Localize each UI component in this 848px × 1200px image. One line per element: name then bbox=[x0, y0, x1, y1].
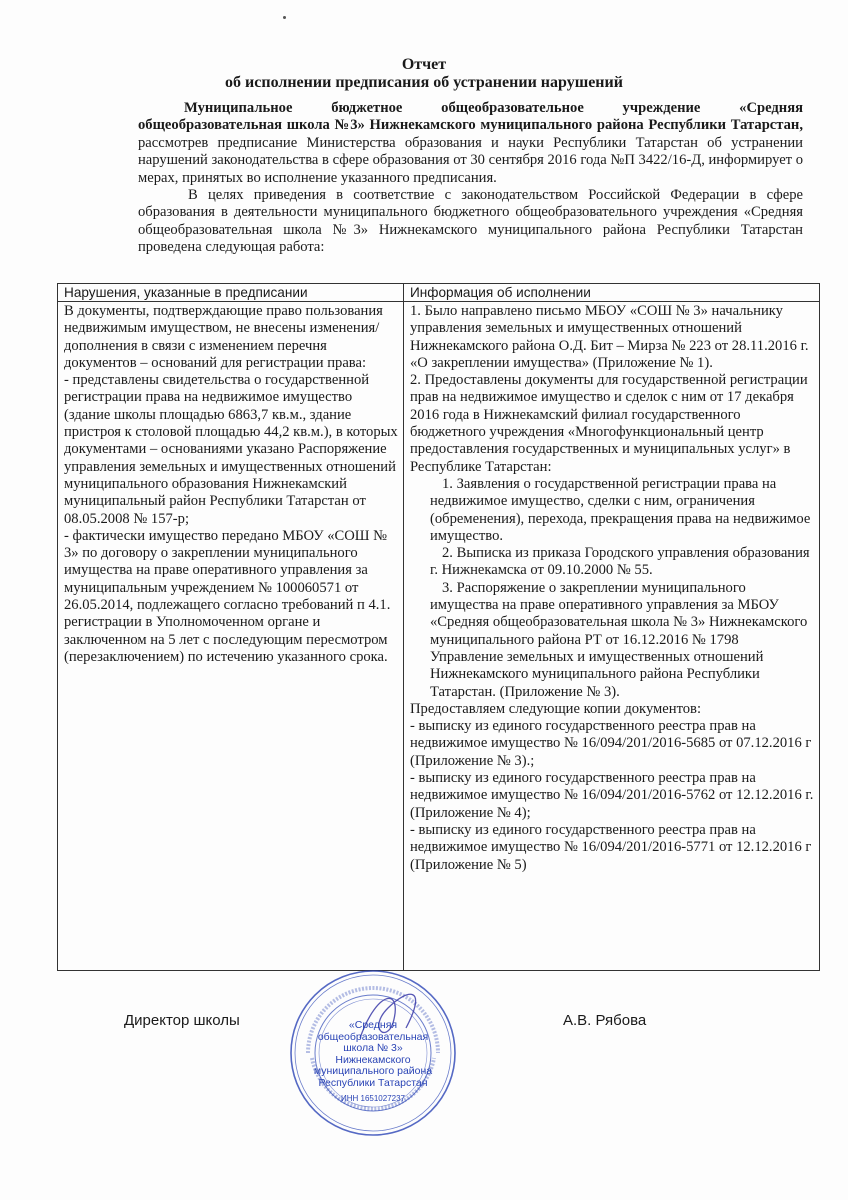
execution-item: 2. Предоставлены документы для государственной регистрации прав на недвижимое имущество и сделок с ним от 17 декабря 2016 года в Нижнекамский филиал государственного бюджетного учреждения «Многофункциональный центр предоставления государственных и муниципальных услуг» в Республике Татарстан: bbox=[410, 372, 808, 475]
execution-item: 1. Было направлено письмо МБОУ «СОШ № 3» начальнику управления земельных и имущественных отношений Нижнекамского района О.Д. Бит – Мирза № 223 от 28.11.2016 г. «О закреплении имущества» (Приложение № 1). bbox=[410, 303, 809, 371]
copy-item: - выписку из единого государственного реестра прав на недвижимое имущество № 16/094/201/2016-5685 от 07.12.2016 г (Приложение № 3).; bbox=[410, 718, 812, 769]
execution-subitem: 3. Распоряжение о закреплении муниципального имущества на праве оперативного управления за МБОУ «Средняя общеобразовательная школа № 3» Нижнекамского муниципального района РТ от 16.12.2016 № 1798 Управление земельных и имущественных отношений Нижнекамского муниципального района Республики Татарстан. (Приложение № 3). bbox=[430, 579, 808, 700]
violation-text: - фактически имущество передано МБОУ «СОШ № 3» по договору о закреплении муниципального имущества на праве оперативного управления за муниципальным учреждением № 100060571 от 26.05.2014, подлежащего согласно требований п 4.1. регистрации в Уполномоченном органе и заключенном на 5 лет с последующим пересмотром (перезаключением) по истечению указанного срока. bbox=[64, 527, 391, 665]
copy-item: - выписку из единого государственного реестра прав на недвижимое имущество № 16/094/201/2016-5762 от 12.12.2016 г.(Приложение № 4); bbox=[410, 770, 814, 821]
copies-intro: Предоставляем следующие копии документов: bbox=[410, 700, 701, 717]
execution-subitem: 1. Заявления о государственной регистрации права на недвижимое имущество, сделки с ним, ограничения (обременения), перехода, прекращения права на недвижимое имущество. bbox=[430, 475, 811, 544]
signer-name: А.В. Рябова bbox=[563, 1012, 647, 1029]
intro-paragraph-1-text: рассмотрев предписание Министерства образования и науки Республики Татарстан об устранении нарушений законодательства в сфере образования от 30 сентября 2016 года №П 3422/16-Д, информирует о мерах, принятых во исполнение указанного предписания. bbox=[138, 134, 803, 186]
intro-paragraph-2: В целях приведения в соответствие с законодательством Российской Федерации в сфере образования в деятельности муниципального бюджетного общеобразовательного учреждения «Средняя общеобразовательная школа №3» Нижнекамского муниципального района Республики Татарстан проведена следующая работа: bbox=[138, 187, 803, 256]
report-table bbox=[57, 283, 820, 971]
violation-text: - представлены свидетельства о государственной регистрации права на недвижимое имущество (здание школы площадью 6863,7 кв.м., здание пристроя к столовой площадью 44,2 кв.м.), в которых документами – основаниями указано Распоряжение управления земельных и имущественных отношений муниципального образования Нижнекамский муниципальный район Республики Татарстан от 08.05.2008 № 157-р; bbox=[64, 372, 398, 527]
official-seal bbox=[288, 968, 458, 1138]
col-header-execution: Информация об исполнении bbox=[404, 284, 820, 302]
execution-subitem: 2. Выписка из приказа Городского управления образования г. Нижнекамска от 09.10.2000 № 55. bbox=[430, 545, 810, 579]
violation-text: В документы, подтверждающие право пользования недвижимым имуществом, не внесены изменения/дополнения в связи с изменением перечня документов – оснований для регистрации права: bbox=[64, 303, 383, 371]
col-header-violations: Нарушения, указанные в предписании bbox=[58, 284, 404, 302]
seal-center-text: «Средняя общеобразовательная школа № 3» Нижнекамского муниципального района Республики Татарстан bbox=[313, 1019, 433, 1089]
intro-section bbox=[138, 100, 803, 257]
copy-item: - выписку из единого государственного реестра прав на недвижимое имущество № 16/094/201/2016-5771 от 12.12.2016 г (Приложение № 5) bbox=[410, 821, 812, 873]
table-header-row bbox=[58, 284, 820, 302]
school-name: Муниципальное бюджетное общеобразовательное учреждение «Средняя общеобразовательная школа №3» Нижнекамского муниципального района Республики Татарстан, bbox=[138, 100, 803, 134]
violations-cell bbox=[58, 302, 404, 971]
execution-cell bbox=[404, 302, 820, 971]
table-row bbox=[58, 302, 820, 971]
document-subtitle: об исполнении предписания об устранении нарушений bbox=[225, 74, 623, 91]
scan-speck bbox=[283, 16, 286, 19]
signer-position: Директор школы bbox=[124, 1012, 240, 1029]
seal-inn: ИНН 1651027237 bbox=[340, 1094, 406, 1103]
intro-paragraph-1 bbox=[138, 100, 803, 187]
document-title: Отчет bbox=[401, 56, 447, 73]
